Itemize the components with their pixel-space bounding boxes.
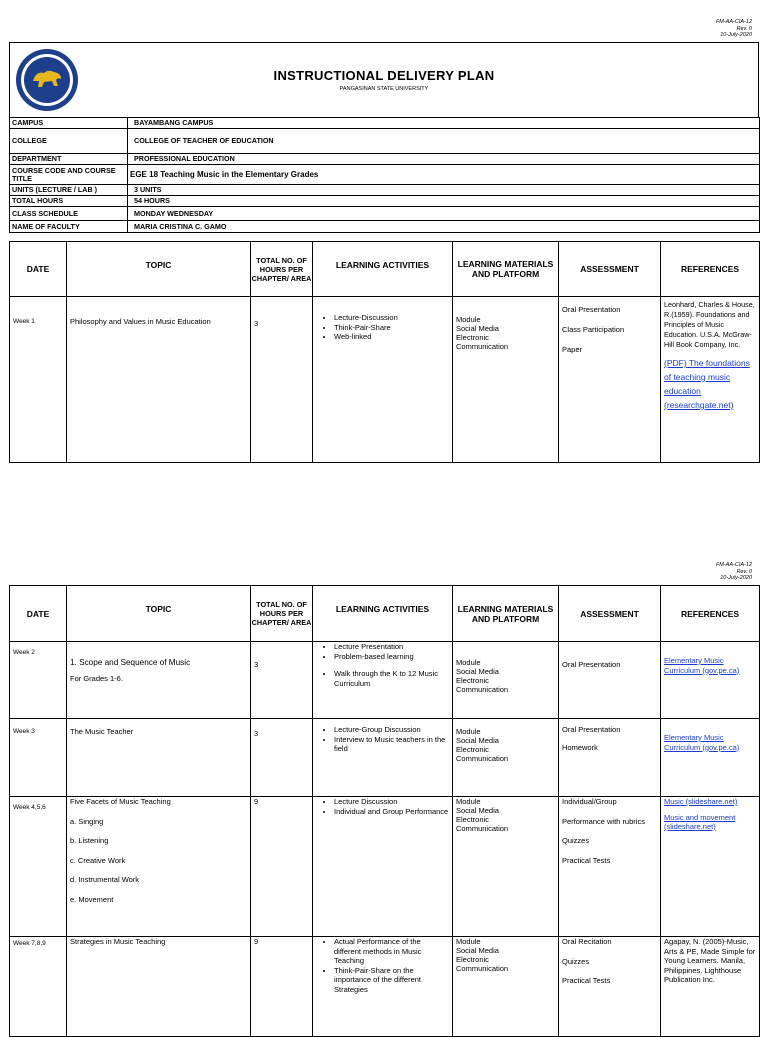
table-row: Week 3 The Music Teacher 3 • Lecture-Group Discussion • Interview to Music teachers in the field Module Social Media Electronic Communication Oral Presentation Homework Elementary Music Curriculum (gov.pe.ca) [10,719,760,797]
doc-code-page2: FM-AA-CIA-12 Rev. 0 10-July-2020 [715,562,752,581]
faculty-label: NAME OF FACULTY [10,221,128,233]
plan-table-page1 [9,241,760,463]
week-date: Week 1 [10,297,67,463]
reference-link[interactable]: Elementary Music Curriculum (gov.pe.ca) [664,733,740,752]
college-label: COLLEGE [10,129,128,154]
doc-code [716,19,752,39]
activity-item: • Lecture-Discussion [334,313,449,323]
col-assessment: ASSESSMENT [559,586,661,642]
units-value: 3 UNITS [128,185,760,196]
course-info-table [9,117,760,233]
week-assessment: Oral Presentation Class Participation Paper [559,297,661,463]
col-references: REFERENCES [661,586,760,642]
campus-label: CAMPUS [10,118,128,129]
col-materials: LEARNING MATERIALS AND PLATFORM [453,242,559,297]
doc-code-rev: Rev. 0 [736,25,752,32]
week-activities [313,297,453,463]
activity-item: • Web-linked [334,332,449,342]
schedule-value: MONDAY WEDNESDAY [128,207,760,221]
reference-link[interactable]: Elementary Music Curriculum (gov.pe.ca) [664,656,740,675]
plan-table-page2 [9,585,760,1037]
units-label: UNITS (LECTURE / LAB ) [10,185,128,196]
table-row: Week 7,8,9 Strategies in Music Teaching 9 • Actual Performance of the different methods in Music Teaching • Think-Pair-Share on the importance of the different Strategies Module Social Media Electronic Communication Oral Recitation Quizzes Practical Tests Agapay, N. (2005)-Music, Arts & PE, Made Simple for Young Learners. Manila, Philippines. Lighthouse Publication Inc. [10,937,760,1037]
page-title: INSTRUCTIONAL DELIVERY PLAN [273,68,495,83]
col-assessment: ASSESSMENT [559,242,661,297]
department-value: PROFESSIONAL EDUCATION [128,154,760,165]
course-label: COURSE CODE AND COURSE TITLE [10,165,128,185]
table-row: Week 4,5,6 Five Facets of Music Teaching a. Singing b. Listening c. Creative Work d. Instrumental Work e. Movement 9 • Lecture Discussion • Individual and Group Performance Module Social Media Electronic Communication Individual/Group Performance with rubrics Quizzes Practical Tests Music (slideshare.net) Music and movement (slideshare.net) [10,797,760,937]
hours-value: 54 HOURS [128,196,760,207]
college-value: COLLEGE OF TEACHER OF EDUCATION [128,129,760,154]
department-label: DEPARTMENT [10,154,128,165]
week-materials: Module Social Media Electronic Communication [453,297,559,463]
doc-code-date: 10-July-2020 [720,32,752,38]
faculty-value: MARIA CRISTINA C. GAMO [128,221,760,233]
reference-link[interactable]: Music (slideshare.net) [664,797,738,806]
col-references: REFERENCES [661,242,760,297]
page-subtitle: PANGASINAN STATE UNIVERSITY [339,86,429,92]
col-hours: TOTAL NO. OF HOURS PER CHAPTER/ AREA [251,242,313,297]
col-date: DATE [10,586,67,642]
col-activities: LEARNING ACTIVITIES [313,586,453,642]
col-date: DATE [10,242,67,297]
table-row [10,297,760,463]
hours-label: TOTAL HOURS [10,196,128,207]
campus-value: BAYAMBANG CAMPUS [128,118,760,129]
week-references [661,297,760,463]
col-topic: TOPIC [67,586,251,642]
reference-text: Leonhard, Charles & House, R.(1959). Foundations and Principles of Music Education. U.S.A. McGraw-Hill Book Company, Inc. [664,300,755,349]
schedule-label: CLASS SCHEDULE [10,207,128,221]
col-topic: TOPIC [67,242,251,297]
week-topic: Philosophy and Values in Music Education [67,297,251,463]
course-value: EGE 18 Teaching Music in the Elementary Grades [128,165,760,185]
table-row: Week 2 1. Scope and Sequence of Music For Grades 1-6. 3 • Lecture Presentation • Problem-based learning • Walk through the K to 12 Music Curriculum Module Social Media Electronic Communication Oral Presentation Elementary Music Curriculum (gov.pe.ca) [10,642,760,719]
col-activities: LEARNING ACTIVITIES [313,242,453,297]
reference-link[interactable]: Music and movement (slideshare.net) [664,812,736,831]
col-hours: TOTAL NO. OF HOURS PER CHAPTER/ AREA [251,586,313,642]
reference-link[interactable]: (PDF) The foundations of teaching music education (researchgate.net) [664,358,750,410]
doc-code-number: FM-AA-CIA-12 [715,19,752,25]
week-hours: 3 [251,297,313,463]
header-box [9,42,759,118]
col-materials: LEARNING MATERIALS AND PLATFORM [453,586,559,642]
activity-item: • Think-Pair-Share [334,323,449,333]
